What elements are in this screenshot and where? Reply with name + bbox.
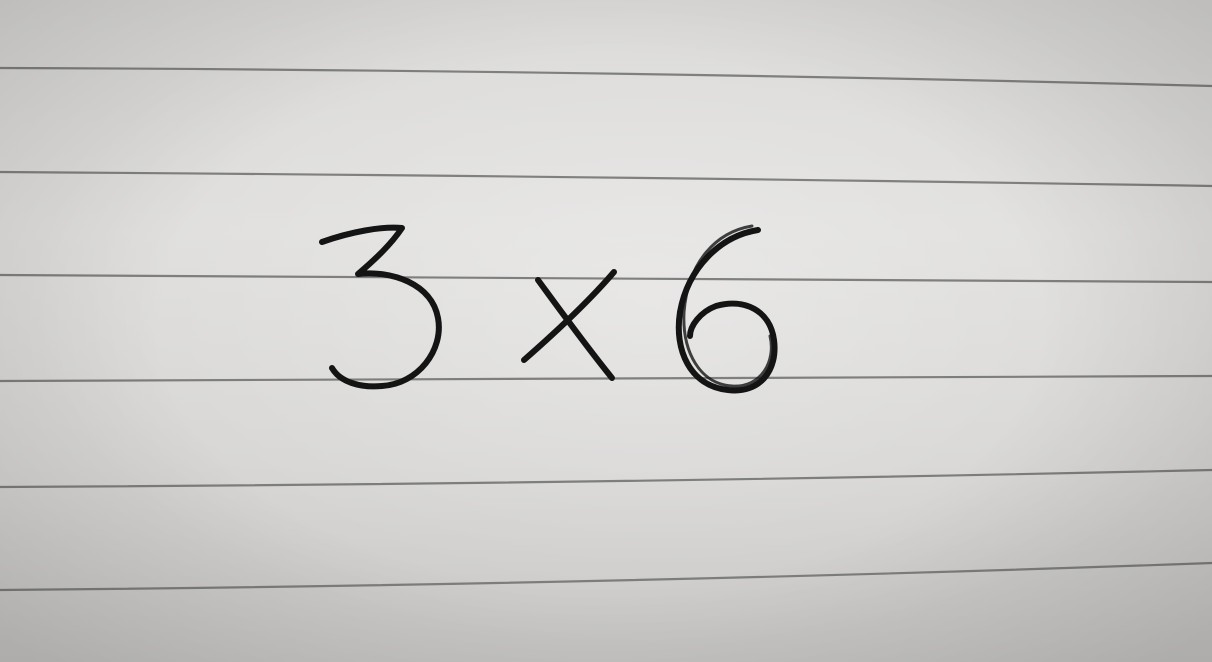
handwritten-digit-six [679,230,775,390]
rule-line [0,68,1212,86]
handwritten-operator-x-stroke-2 [524,272,614,360]
handwritten-operator-x-stroke-1 [538,280,612,378]
rule-line [0,470,1212,487]
handwritten-expression [322,226,775,390]
rule-line [0,376,1212,381]
handwritten-digit-three [322,228,439,387]
rule-line [0,172,1212,186]
rule-line [0,563,1212,590]
rule-lines [0,68,1212,590]
